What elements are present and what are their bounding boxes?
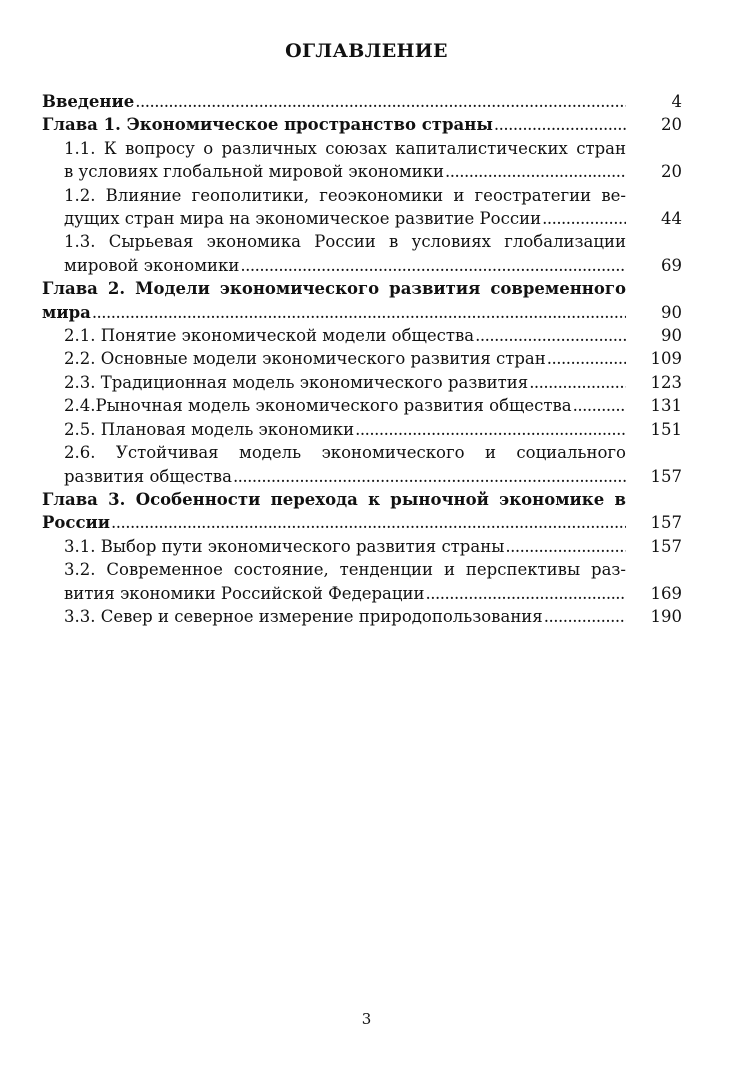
toc-entry-title: 2.2. Основные модели экономического развития стран: [64, 349, 546, 369]
toc-entry-title: развития общества: [64, 466, 232, 486]
dot-leader: [573, 394, 626, 417]
page-number: 3: [361, 1010, 372, 1028]
toc-chapter-entry: [42, 90, 682, 113]
toc-entry-row: [64, 254, 682, 277]
toc-entry-row: [64, 605, 682, 628]
toc-entry-title-line: 1.3. Сырьевая экономика России в условиях глобализации: [64, 232, 626, 252]
toc-entry-row: [64, 465, 682, 488]
toc-entry-row: [42, 301, 682, 324]
page-title: ОГЛАВЛЕНИЕ: [285, 40, 448, 62]
toc-entry-page: 69: [661, 255, 682, 275]
toc-section-entry: [42, 558, 682, 605]
toc-chapter-entry: [42, 488, 682, 535]
toc-entry-title: вития экономики Российской Федерации: [64, 583, 425, 603]
toc-section-entry: [42, 324, 682, 347]
toc-entry-page: 90: [661, 326, 682, 346]
toc-entry-page: 44: [661, 209, 682, 229]
dot-leader: [505, 535, 626, 558]
table-of-contents: [42, 90, 682, 628]
toc-entry-title: России: [42, 513, 110, 533]
toc-entry-row: [42, 113, 682, 136]
toc-entry-row: [64, 160, 682, 183]
toc-entry-title-line: Глава 2. Модели экономического развития современного: [42, 279, 626, 299]
toc-entry-page: 123: [650, 372, 682, 392]
toc-entry-row: [64, 324, 682, 347]
toc-entry-row: [64, 394, 682, 417]
toc-entry-title: 2.4.Рыночная модель экономического развития общества: [64, 396, 572, 416]
toc-entry-page: 20: [661, 162, 682, 182]
toc-entry-title: Глава 1. Экономическое пространство страны: [42, 115, 493, 135]
toc-entry-page: 4: [671, 92, 682, 111]
toc-entry-title-line: 2.6. Устойчивая модель экономического и социального: [64, 443, 626, 463]
dot-leader: [233, 465, 626, 488]
toc-entry-page: 169: [650, 583, 682, 603]
toc-entry-row: [64, 535, 682, 558]
toc-entry-title: Введение: [42, 92, 135, 111]
toc-section-entry: [42, 418, 682, 441]
toc-entry-title: 2.3. Традиционная модель экономического развития: [64, 372, 529, 392]
toc-entry-page: 157: [650, 536, 682, 556]
dot-leader: [135, 90, 626, 113]
toc-section-entry: [42, 605, 682, 628]
toc-section-entry: [42, 347, 682, 370]
dot-leader: [111, 511, 626, 534]
toc-entry-row: [64, 207, 682, 230]
dot-leader: [240, 254, 626, 277]
toc-entry-page: 20: [661, 115, 682, 135]
toc-entry-page: 151: [650, 419, 682, 439]
toc-entry-title: дущих стран мира на экономическое развитие России: [64, 209, 542, 229]
dot-leader: [544, 605, 626, 628]
dot-leader: [542, 207, 626, 230]
toc-entry-title: мировой экономики: [64, 255, 240, 275]
toc-entry-row: [64, 582, 682, 605]
toc-entry-row: [64, 347, 682, 370]
toc-entry-page: 190: [650, 606, 682, 626]
toc-section-entry: [42, 371, 682, 394]
toc-entry-title: 3.3. Север и северное измерение природопользования: [64, 606, 543, 626]
toc-section-entry: [42, 230, 682, 277]
dot-leader: [355, 418, 626, 441]
toc-entry-row: [42, 90, 682, 113]
toc-chapter-entry: [42, 113, 682, 136]
toc-entry-row: [64, 418, 682, 441]
toc-entry-page: 157: [650, 513, 682, 533]
dot-leader: [475, 324, 626, 347]
toc-entry-title: 2.5. Плановая модель экономики: [64, 419, 355, 439]
toc-entry-title-line: Глава 3. Особенности перехода к рыночной экономике в: [42, 489, 626, 509]
toc-section-entry: [42, 137, 682, 184]
dot-leader: [426, 582, 626, 605]
dot-leader: [445, 160, 626, 183]
toc-entry-title: мира: [42, 302, 91, 322]
toc-section-entry: [42, 441, 682, 488]
dot-leader: [494, 113, 626, 136]
toc-entry-title: 2.1. Понятие экономической модели общества: [64, 326, 475, 346]
toc-entry-title-line: 1.1. К вопросу о различных союзах капиталистических стран: [64, 138, 626, 158]
toc-section-entry: [42, 184, 682, 231]
toc-entry-page: 131: [650, 396, 682, 416]
toc-entry-page: 109: [650, 349, 682, 369]
toc-entry-row: [42, 511, 682, 534]
dot-leader: [529, 371, 626, 394]
toc-entry-title: 3.1. Выбор пути экономического развития страны: [64, 536, 505, 556]
toc-chapter-entry: [42, 277, 682, 324]
toc-entry-page: 90: [661, 302, 682, 322]
toc-section-entry: [42, 394, 682, 417]
toc-entry-title: в условиях глобальной мировой экономики: [64, 162, 444, 182]
toc-entry-page: 157: [650, 466, 682, 486]
toc-entry-title-line: 3.2. Современное состояние, тенденции и перспективы раз-: [64, 560, 626, 580]
dot-leader: [547, 347, 626, 370]
dot-leader: [92, 301, 626, 324]
toc-entry-title-line: 1.2. Влияние геополитики, геоэкономики и геостратегии ве-: [64, 185, 626, 205]
toc-section-entry: [42, 535, 682, 558]
toc-entry-row: [64, 371, 682, 394]
